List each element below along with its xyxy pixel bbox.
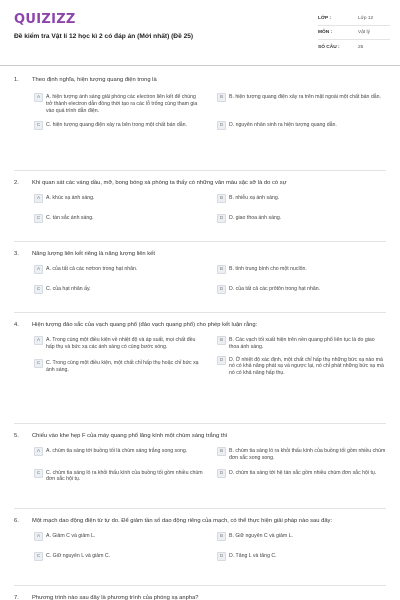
meta-label: MÔN : xyxy=(318,30,333,35)
question-text: Khi quan sát các váng dầu, mỡ, bong bóng xà phòng ta thấy có những vân màu sặc sỡ là do có sự xyxy=(32,180,287,186)
options-grid xyxy=(14,337,386,377)
option-b[interactable] xyxy=(217,266,386,274)
option-b[interactable] xyxy=(217,533,386,541)
option-letter-box: C xyxy=(34,469,43,478)
option-letter-box: C xyxy=(34,285,43,294)
question-5 xyxy=(14,424,386,508)
option-letter-box: D xyxy=(217,285,226,294)
option-letter-box: D xyxy=(217,469,226,478)
option-text: C. chùm tia sáng ló ra khỏi thấu kính của buồng tối gồm nhiều chùm đơn sắc hội tụ. xyxy=(46,469,203,483)
option-letter-box: A xyxy=(34,336,43,345)
worksheet-header xyxy=(0,0,400,66)
option-c[interactable] xyxy=(34,286,203,294)
option-b[interactable] xyxy=(217,94,386,114)
question-4 xyxy=(14,313,386,423)
option-letter-box: A xyxy=(34,194,43,203)
question-text: Một mạch dao động điện từ tự do. Để giảm tần số dao động riêng của mạch, có thể thực hiện giải pháp nào sau đây: xyxy=(32,518,333,524)
question-head xyxy=(14,321,386,329)
option-d[interactable] xyxy=(217,470,386,484)
option-c[interactable] xyxy=(34,470,203,484)
options-grid xyxy=(14,94,386,130)
question-text: Hiện tượng đảo sắc của vạch quang phổ (đảo vạch quang phổ) cho phép kết luận rằng: xyxy=(32,322,258,328)
option-text: B. Các vạch tối xuất hiện trên nền quang phổ liên tục là do giao thoa ánh sáng. xyxy=(229,337,375,350)
option-letter-box: A xyxy=(34,532,43,541)
question-number: 7. xyxy=(14,595,19,600)
question-number: 4. xyxy=(14,322,19,328)
option-letter-box: B xyxy=(217,93,226,102)
meta-row-count xyxy=(318,40,390,54)
option-letter-box: B xyxy=(217,336,226,345)
quizizz-logo: QUIZIZZ xyxy=(14,12,76,27)
option-letter-box: C xyxy=(34,121,43,130)
option-a[interactable] xyxy=(34,94,203,114)
option-text: A. khúc xạ ánh sáng. xyxy=(46,195,95,201)
question-text: Chiếu vào khe hẹp F của máy quang phổ lăng kính một chùm sáng trắng thì xyxy=(32,433,228,439)
meta-row-class xyxy=(318,12,390,26)
option-letter-box: A xyxy=(34,447,43,456)
question-7 xyxy=(14,586,386,600)
option-text: A. chùm tia sáng tới buồng tối là chùm sáng trắng song song. xyxy=(46,448,188,454)
question-head xyxy=(14,517,386,525)
option-text: A. Giảm C và giảm L. xyxy=(46,533,96,539)
option-c[interactable] xyxy=(34,122,203,130)
option-letter-box: C xyxy=(34,214,43,223)
question-list xyxy=(0,66,400,600)
option-a[interactable] xyxy=(34,266,203,274)
option-d[interactable] xyxy=(217,286,386,294)
question-3 xyxy=(14,242,386,312)
option-letter-box: A xyxy=(34,93,43,102)
option-letter-box: D xyxy=(217,214,226,223)
option-c[interactable] xyxy=(34,360,203,374)
option-text: D. chùm tia sáng tới hệ tán sắc gồm nhiều chùm đơn sắc hội tụ. xyxy=(229,469,377,476)
option-b[interactable] xyxy=(217,448,386,462)
option-d[interactable] xyxy=(217,357,386,377)
question-1 xyxy=(14,76,386,170)
meta-label: SỐ CÂU : xyxy=(318,44,340,50)
meta-table xyxy=(318,12,390,65)
question-head xyxy=(14,432,386,440)
option-d[interactable] xyxy=(217,215,386,223)
document-title: Đề kiểm tra Vật lí 12 học kì 2 có đáp án (Mới nhất) (Đề 25) xyxy=(14,33,194,40)
option-text: B. chùm tia sáng ló ra khỏi thấu kính của buồng tối gồm nhiều chùm đơn sắc song song. xyxy=(229,448,386,461)
option-a[interactable] xyxy=(34,448,203,462)
option-text: A. hiện tượng ánh sáng giải phóng các electron liên kết để chúng trở thành electron dẫn đồng thời tạo ra các lỗ trống cùng tham gia vào quá trình dẫn điện. xyxy=(46,94,198,114)
option-letter-box: B xyxy=(217,532,226,541)
option-letter-box: A xyxy=(34,265,43,274)
options-grid xyxy=(14,266,386,294)
option-text: A. Trong cùng một điều kiện về nhiệt độ và áp suất, mọi chất đều hấp thụ và bức xạ các ánh sáng có cùng bước sóng. xyxy=(46,337,196,350)
question-6 xyxy=(14,509,386,585)
question-head xyxy=(14,179,386,187)
option-b[interactable] xyxy=(217,195,386,203)
option-letter-box: C xyxy=(34,359,43,368)
question-2 xyxy=(14,171,386,241)
meta-row-subject xyxy=(318,26,390,40)
option-letter-box: D xyxy=(217,356,226,365)
header-left xyxy=(14,12,312,65)
question-number: 6. xyxy=(14,518,19,524)
option-letter-box: D xyxy=(217,552,226,561)
option-c[interactable] xyxy=(34,553,203,561)
meta-value: Lớp 12 xyxy=(358,16,374,21)
question-text: Năng lượng liên kết riêng là năng lượng liên kết xyxy=(32,251,155,257)
option-text: A. của tất cả các nơtron trong hạt nhân. xyxy=(46,266,138,272)
meta-value: 25 xyxy=(358,44,364,50)
meta-label: LỚP : xyxy=(318,16,332,21)
option-text: C. Giữ nguyên L và giảm C. xyxy=(46,553,111,559)
meta-value: Vật lý xyxy=(358,30,370,35)
option-b[interactable] xyxy=(217,337,386,351)
option-letter-box: C xyxy=(34,552,43,561)
option-d[interactable] xyxy=(217,122,386,130)
question-number: 3. xyxy=(14,251,19,257)
option-a[interactable] xyxy=(34,533,203,541)
question-head xyxy=(14,594,386,600)
option-text: B. hiện tượng quang điện xảy ra trên mặt ngoài một chất bán dẫn. xyxy=(229,94,381,100)
option-text: D. Tăng L và tăng C. xyxy=(229,553,277,559)
option-text: C. tán sắc ánh sáng. xyxy=(46,215,94,221)
option-text: C. Trong cùng một điều kiện, một chất chỉ hấp thụ hoặc chỉ bức xạ ánh sáng. xyxy=(46,359,199,373)
option-text: D. Ở nhiệt độ xác định, một chất chỉ hấp thụ những bức xạ nào mà nó có khả năng phát xạ và ngược lại, nó chỉ phát những bức xạ mà nó có khả năng hấp thụ. xyxy=(229,356,384,377)
option-letter-box: B xyxy=(217,447,226,456)
option-text: C. của hạt nhân ấy. xyxy=(46,286,91,292)
option-text: D. của tất cả các prôtôn trong hạt nhân. xyxy=(229,286,321,292)
question-head xyxy=(14,250,386,258)
option-letter-box: B xyxy=(217,194,226,203)
options-grid xyxy=(14,195,386,223)
option-letter-box: B xyxy=(217,265,226,274)
option-letter-box: D xyxy=(217,121,226,130)
option-a[interactable] xyxy=(34,337,203,351)
option-text: D. giao thoa ánh sáng. xyxy=(229,215,282,221)
question-number: 1. xyxy=(14,77,19,83)
option-text: D. nguyên nhân sinh ra hiện tượng quang dẫn. xyxy=(229,122,337,129)
options-grid xyxy=(14,448,386,483)
question-number: 5. xyxy=(14,433,19,439)
question-text: Theo định nghĩa, hiện tượng quang điện trong là xyxy=(32,77,157,83)
option-text: B. tính trung bình cho một nuclôn. xyxy=(229,266,307,272)
option-text: C. hiện tượng quang điện xảy ra bên trong một chất bán dẫn. xyxy=(46,122,187,129)
option-c[interactable] xyxy=(34,215,203,223)
option-text: B. nhiễu xạ ánh sáng. xyxy=(229,195,280,201)
option-a[interactable] xyxy=(34,195,203,203)
question-number: 2. xyxy=(14,180,19,186)
question-head xyxy=(14,76,386,84)
question-text: Phương trình nào sau đây là phương trình của phóng xạ anpha? xyxy=(32,595,199,600)
options-grid xyxy=(14,533,386,561)
option-text: B. Giữ nguyên C và giảm L. xyxy=(229,533,294,539)
option-d[interactable] xyxy=(217,553,386,561)
